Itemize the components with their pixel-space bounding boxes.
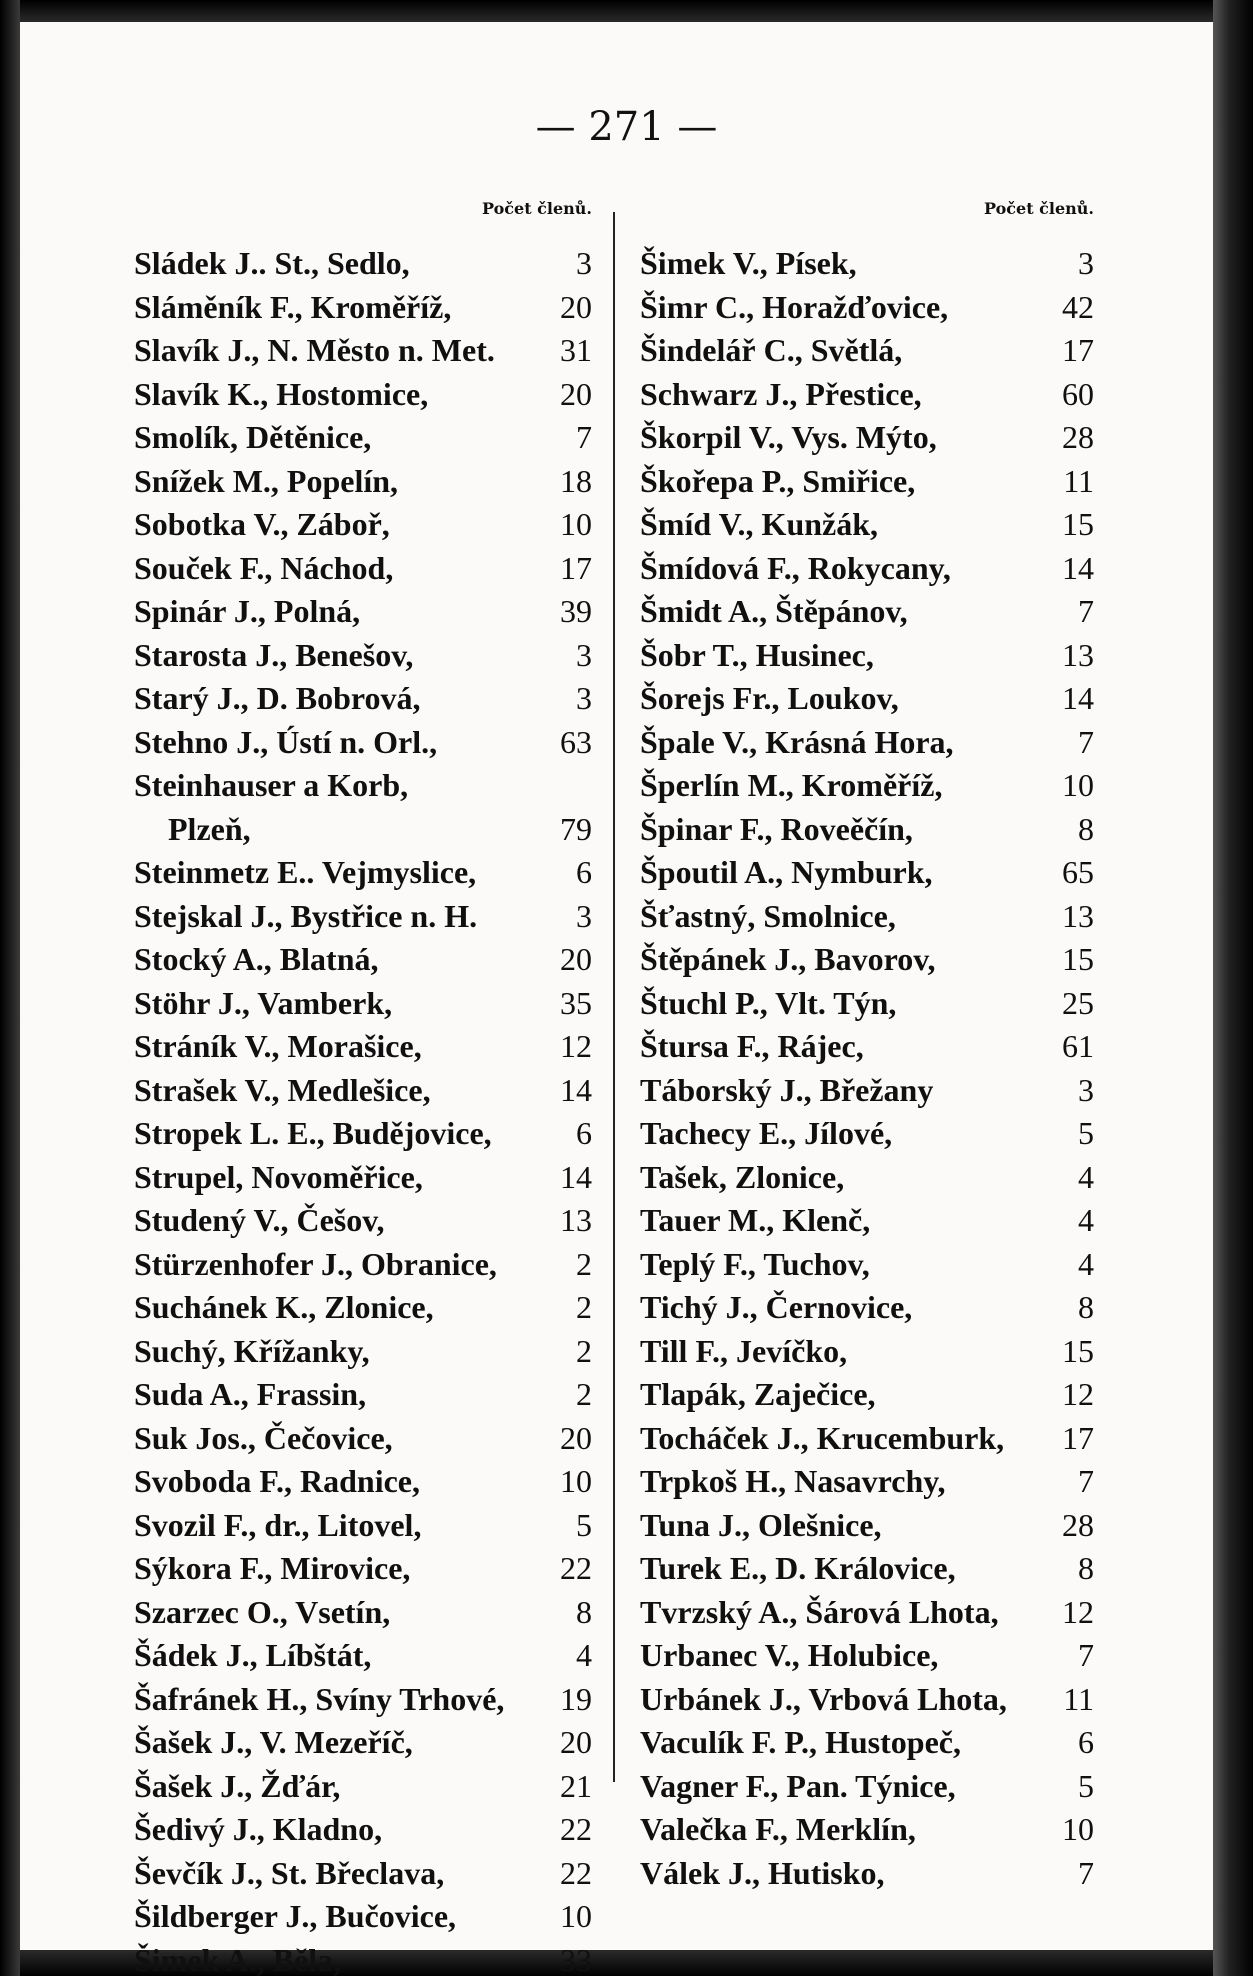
member-count: 31 <box>560 332 592 368</box>
member-name: Ševčík J., St. Břeclava, <box>134 1854 445 1891</box>
list-item <box>640 1852 1094 1896</box>
member-count: 6 <box>576 854 592 890</box>
member-name: Šašek J., V. Mezeříč, <box>134 1724 413 1760</box>
member-name: Šobr T., Husinec, <box>640 636 874 673</box>
member-count: 17 <box>1062 332 1094 368</box>
member-count: 10 <box>560 1463 592 1499</box>
member-name: Stehno J., Ústí n. Orl., <box>134 723 438 760</box>
member-name: Šmíd V., Kunžák, <box>640 506 879 542</box>
list-item <box>134 1069 592 1113</box>
list-item <box>640 1765 1094 1809</box>
list-item <box>640 503 1094 547</box>
member-count: 2 <box>576 1332 592 1369</box>
member-count: 7 <box>1078 1463 1094 1499</box>
member-count: 3 <box>576 636 592 673</box>
member-count: 5 <box>576 1506 592 1543</box>
member-name: Starosta J., Benešov, <box>134 636 414 673</box>
list-item <box>134 1852 592 1896</box>
list-item <box>640 460 1094 504</box>
list-item <box>134 1417 592 1461</box>
list-item <box>134 547 592 591</box>
member-name: Studený V., Češov, <box>134 1202 385 1238</box>
member-count: 18 <box>560 462 592 499</box>
list-item <box>134 808 592 852</box>
member-count: 3 <box>576 680 592 716</box>
member-count: 22 <box>560 1811 592 1847</box>
list-item <box>134 851 592 895</box>
member-count: 42 <box>1062 288 1094 325</box>
member-name: Trpkoš H., Nasavrchy, <box>640 1463 946 1499</box>
member-count: 8 <box>576 1593 592 1630</box>
left-entry-list <box>134 242 592 1976</box>
member-count: 13 <box>1062 897 1094 934</box>
member-count: 12 <box>1062 1593 1094 1630</box>
member-name: Šádek J., Líbštát, <box>134 1637 372 1673</box>
list-item <box>640 677 1094 721</box>
member-name: Štuchl P., Vlt. Týn, <box>640 984 897 1021</box>
member-count: 63 <box>560 723 592 760</box>
member-count: 10 <box>1062 767 1094 803</box>
member-count: 14 <box>560 1158 592 1195</box>
list-item <box>134 1634 592 1678</box>
list-item <box>134 982 592 1026</box>
member-count: 10 <box>1062 1811 1094 1847</box>
member-name: Steinhauser a Korb, <box>134 767 409 803</box>
member-name: Tauer M., Klenč, <box>640 1202 871 1238</box>
list-item <box>134 677 592 721</box>
list-item <box>134 1286 592 1330</box>
member-count: 14 <box>1062 680 1094 716</box>
member-name: Suchánek K., Zlonice, <box>134 1289 434 1325</box>
list-item <box>640 547 1094 591</box>
right-entry-list <box>640 242 1094 1895</box>
member-name: Šmídová F., Rokycany, <box>640 549 951 586</box>
member-count: 4 <box>1078 1245 1094 1282</box>
scan-edge-top <box>0 0 1253 22</box>
list-item <box>134 1112 592 1156</box>
member-count: 5 <box>1078 1115 1094 1151</box>
list-item <box>640 721 1094 765</box>
list-item <box>640 1504 1094 1548</box>
list-item <box>134 1156 592 1200</box>
member-count: 8 <box>1078 1550 1094 1586</box>
member-name: Šimek A., Běla, <box>134 1941 342 1976</box>
member-count: 14 <box>1062 549 1094 586</box>
member-name: Slavík K., Hostomice, <box>134 375 429 412</box>
list-item <box>640 895 1094 939</box>
member-count: 20 <box>560 1724 592 1760</box>
member-count: 15 <box>1062 506 1094 542</box>
member-count: 20 <box>560 941 592 977</box>
list-item <box>134 1460 592 1504</box>
list-item <box>640 1417 1094 1461</box>
list-item <box>640 590 1094 634</box>
list-item <box>640 1243 1094 1287</box>
member-name: Teplý F., Tuchov, <box>640 1245 870 1282</box>
list-item <box>640 1678 1094 1722</box>
member-count: 2 <box>576 1289 592 1325</box>
member-count: 21 <box>560 1767 592 1804</box>
list-item <box>134 460 592 504</box>
list-item <box>134 1243 592 1287</box>
left-column <box>134 200 592 1976</box>
member-name: Turek E., D. Královice, <box>640 1550 956 1586</box>
list-item <box>134 503 592 547</box>
member-count: 60 <box>1062 375 1094 412</box>
member-count: 25 <box>1062 984 1094 1021</box>
list-item <box>134 1721 592 1765</box>
list-item <box>640 373 1094 417</box>
list-item <box>134 1678 592 1722</box>
member-count: 4 <box>1078 1202 1094 1238</box>
right-column <box>640 200 1094 1895</box>
list-item <box>640 1460 1094 1504</box>
member-name: Tuna J., Olešnice, <box>640 1506 882 1543</box>
member-name: Šašek J., Žďár, <box>134 1767 341 1804</box>
member-count: 28 <box>1062 419 1094 455</box>
list-item <box>134 895 592 939</box>
member-count: 7 <box>1078 1637 1094 1673</box>
scan-edge-right <box>1213 0 1253 1976</box>
list-item <box>640 982 1094 1026</box>
list-item <box>134 938 592 982</box>
member-count: 11 <box>1063 462 1094 499</box>
member-name: Škořepa P., Smiřice, <box>640 462 916 499</box>
member-name: Szarzec O., Vsetín, <box>134 1593 391 1630</box>
member-count: 17 <box>560 549 592 586</box>
right-column-header: Počet členů. <box>984 199 1094 218</box>
member-name: Sláměník F., Kroměříž, <box>134 288 452 325</box>
member-name: Špoutil A., Nymburk, <box>640 854 933 890</box>
member-count: 4 <box>1078 1158 1094 1195</box>
list-item <box>640 851 1094 895</box>
scan-edge-left <box>0 0 20 1976</box>
member-name: Štěpánek J., Bavorov, <box>640 941 936 977</box>
member-name: Vaculík F. P., Hustopeč, <box>640 1724 961 1760</box>
member-count: 7 <box>1078 723 1094 760</box>
member-count: 7 <box>576 419 592 455</box>
member-name: Sobotka V., Záboř, <box>134 506 390 542</box>
member-count: 28 <box>1062 1506 1094 1543</box>
list-item <box>134 329 592 373</box>
member-name: Šorejs Fr., Loukov, <box>640 680 899 716</box>
list-item <box>640 1547 1094 1591</box>
member-name: Šimek V., Písek, <box>640 245 857 281</box>
member-count: 35 <box>560 984 592 1021</box>
member-name: Sládek J.. St., Sedlo, <box>134 245 410 281</box>
member-count: 10 <box>560 1898 592 1934</box>
member-name: Šildberger J., Bučovice, <box>134 1898 457 1934</box>
member-name: Tvrzský A., Šárová Lhota, <box>640 1593 999 1630</box>
member-count: 6 <box>576 1115 592 1151</box>
list-item <box>640 1634 1094 1678</box>
list-item <box>134 1939 592 1976</box>
member-name: Strašek V., Medlešice, <box>134 1071 431 1108</box>
list-item <box>134 373 592 417</box>
member-name: Tlapák, Zaječice, <box>640 1376 876 1412</box>
member-count: 79 <box>560 810 592 847</box>
member-count: 12 <box>1062 1376 1094 1412</box>
member-name: Souček F., Náchod, <box>134 549 394 586</box>
member-name: Šedivý J., Kladno, <box>134 1811 383 1847</box>
member-count: 39 <box>560 593 592 629</box>
member-name: Svoboda F., Radnice, <box>134 1463 420 1499</box>
member-count: 33 <box>560 1941 592 1976</box>
member-name: Špinar F., Roveěčín, <box>640 810 913 847</box>
member-name: Vagner F., Pan. Týnice, <box>640 1767 956 1804</box>
member-name: Schwarz J., Přestice, <box>640 375 922 412</box>
page-number: — 271 — <box>535 104 718 150</box>
member-name: Šimr C., Horažďovice, <box>640 288 949 325</box>
member-name: Tašek, Zlonice, <box>640 1158 845 1195</box>
member-name: Stürzenhofer J., Obranice, <box>134 1245 497 1282</box>
member-count: 20 <box>560 1419 592 1456</box>
member-name: Stöhr J., Vamberk, <box>134 984 393 1021</box>
list-item <box>640 1025 1094 1069</box>
member-name: Sýkora F., Mirovice, <box>134 1550 411 1586</box>
member-name: Šťastný, Smolnice, <box>640 897 896 934</box>
member-count: 20 <box>560 375 592 412</box>
list-item <box>134 1373 592 1417</box>
member-count: 7 <box>1078 1854 1094 1891</box>
member-name: Táborský J., Břežany <box>640 1071 934 1108</box>
member-count: 65 <box>1062 854 1094 890</box>
list-item <box>134 764 592 808</box>
member-name: Urbanec V., Holubice, <box>640 1637 939 1673</box>
member-name: Stropek L. E., Budějovice, <box>134 1115 492 1151</box>
member-count: 20 <box>560 288 592 325</box>
member-name: Stejskal J., Bystřice n. H. <box>134 897 478 934</box>
member-count: 13 <box>560 1202 592 1238</box>
member-name: Plzeň, <box>168 810 251 847</box>
list-item <box>134 1504 592 1548</box>
list-item <box>640 1112 1094 1156</box>
list-item <box>640 329 1094 373</box>
member-count: 19 <box>560 1680 592 1717</box>
member-name: Slavík J., N. Město n. Met. <box>134 332 495 368</box>
list-item <box>640 1721 1094 1765</box>
list-item <box>134 1765 592 1809</box>
member-count: 3 <box>1078 245 1094 281</box>
list-item <box>134 416 592 460</box>
member-name: Šmidt A., Štěpánov, <box>640 593 908 629</box>
list-item <box>134 1025 592 1069</box>
member-count: 2 <box>576 1245 592 1282</box>
list-item <box>134 242 592 286</box>
member-count: 15 <box>1062 1332 1094 1369</box>
member-count: 10 <box>560 506 592 542</box>
member-count: 6 <box>1078 1724 1094 1760</box>
member-name: Šindelář C., Světlá, <box>640 332 903 368</box>
member-name: Smolík, Dětěnice, <box>134 419 372 455</box>
member-count: 3 <box>576 245 592 281</box>
list-item <box>640 1808 1094 1852</box>
list-item <box>640 1591 1094 1635</box>
list-item <box>134 590 592 634</box>
member-count: 12 <box>560 1028 592 1064</box>
member-name: Steinmetz E.. Vejmyslice, <box>134 854 477 890</box>
member-name: Valečka F., Merklín, <box>640 1811 916 1847</box>
member-name: Stráník V., Morašice, <box>134 1028 422 1064</box>
list-item <box>640 1286 1094 1330</box>
member-name: Starý J., D. Bobrová, <box>134 680 421 716</box>
member-count: 8 <box>1078 810 1094 847</box>
list-item <box>640 764 1094 808</box>
member-count: 3 <box>1078 1071 1094 1108</box>
list-item <box>640 1373 1094 1417</box>
member-count: 15 <box>1062 941 1094 977</box>
member-name: Stocký A., Blatná, <box>134 941 379 977</box>
member-count: 61 <box>1062 1028 1094 1064</box>
list-item <box>640 938 1094 982</box>
list-item <box>134 1808 592 1852</box>
list-item <box>134 286 592 330</box>
member-name: Svozil F., dr., Litovel, <box>134 1506 422 1543</box>
member-name: Strupel, Novoměřice, <box>134 1158 423 1195</box>
list-item <box>640 286 1094 330</box>
member-count: 22 <box>560 1854 592 1891</box>
member-count: 5 <box>1078 1767 1094 1804</box>
member-name: Špale V., Krásná Hora, <box>640 723 954 760</box>
member-count: 3 <box>576 897 592 934</box>
member-name: Škorpil V., Vys. Mýto, <box>640 419 937 455</box>
list-item <box>640 1199 1094 1243</box>
member-count: 14 <box>560 1071 592 1108</box>
list-item <box>134 721 592 765</box>
member-name: Spinár J., Polná, <box>134 593 361 629</box>
list-item <box>640 1156 1094 1200</box>
member-name: Urbánek J., Vrbová Lhota, <box>640 1680 1007 1717</box>
member-count: 8 <box>1078 1289 1094 1325</box>
member-count: 11 <box>1063 1680 1094 1717</box>
member-count: 2 <box>576 1376 592 1412</box>
list-item <box>640 1069 1094 1113</box>
column-divider <box>613 212 615 1782</box>
list-item <box>134 1895 592 1939</box>
list-item <box>134 1547 592 1591</box>
list-item <box>134 1199 592 1243</box>
member-count: 13 <box>1062 636 1094 673</box>
list-item <box>640 242 1094 286</box>
member-count: 17 <box>1062 1419 1094 1456</box>
member-name: Suda A., Frassin, <box>134 1376 367 1412</box>
member-name: Till F., Jevíčko, <box>640 1332 848 1369</box>
member-name: Šperlín M., Kroměříž, <box>640 767 943 803</box>
list-item <box>134 634 592 678</box>
member-name: Štursa F., Rájec, <box>640 1028 864 1064</box>
member-name: Suchý, Křížanky, <box>134 1332 370 1369</box>
list-item <box>134 1330 592 1374</box>
member-name: Tocháček J., Krucemburk, <box>640 1419 1005 1456</box>
member-count: 7 <box>1078 593 1094 629</box>
list-item <box>640 634 1094 678</box>
member-name: Tichý J., Černovice, <box>640 1289 913 1325</box>
list-item <box>640 1330 1094 1374</box>
list-item <box>134 1591 592 1635</box>
list-item <box>640 416 1094 460</box>
list-item <box>640 808 1094 852</box>
member-name: Šafránek H., Svíny Trhové, <box>134 1680 505 1717</box>
member-name: Suk Jos., Čečovice, <box>134 1419 393 1456</box>
member-name: Tachecy E., Jílové, <box>640 1115 893 1151</box>
member-name: Válek J., Hutisko, <box>640 1854 885 1891</box>
member-count: 4 <box>576 1637 592 1673</box>
left-column-header: Počet členů. <box>482 199 592 218</box>
member-name: Snížek M., Popelín, <box>134 462 399 499</box>
member-count: 22 <box>560 1550 592 1586</box>
